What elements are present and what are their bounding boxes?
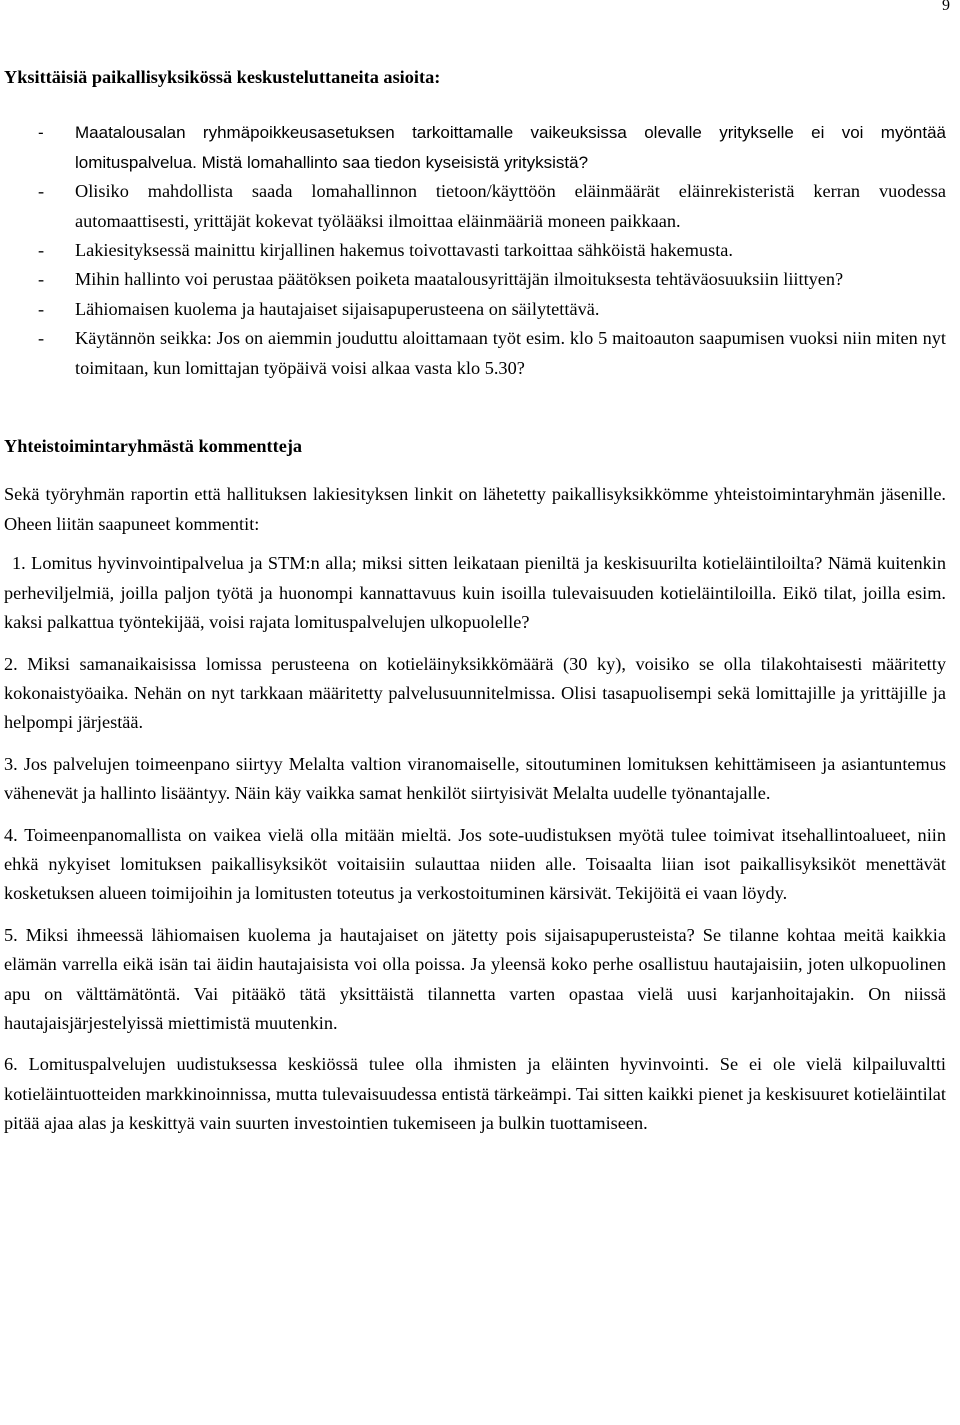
- intro-paragraph: Sekä työryhmän raportin että hallituksen lakiesityksen linkit on lähetetty paikallisyksikkömme yhteistoimintaryhmän jäsenille. Oheen liitän saapuneet kommentit:: [4, 484, 946, 534]
- section-heading-local-issues: Yksittäisiä paikallisyksikössä keskusteluttaneita asioita:: [4, 67, 441, 87]
- dash-bullet: -: [38, 123, 44, 143]
- section-heading-cooperation-comments: Yhteistoimintaryhmästä kommentteja: [4, 436, 303, 457]
- list-item-text: Mihin hallinto voi perustaa päätöksen poiketa maatalousyrittäjän ilmoituksesta tehtäväosuuksiin liittyen?: [75, 269, 844, 290]
- dash-bullet: -: [38, 269, 45, 290]
- comment-paragraph-2: 2. Miksi samanaikaisissa lomissa perusteena on kotieläinyksikkömäärä (30 ky), voisiko se olla tilakohtaisesti määritetty kokonaistyöaika. Nehän on nyt tarkkaan määritetty palvelusuunnitelmissa. Olisi tasapuolisempi sekä lomittajille ja yrittäjille ja helpompi järjestää.: [4, 653, 946, 733]
- list-item: [4, 177, 946, 236]
- comment-paragraph-3: 3. Jos palvelujen toimeenpano siirtyy Melalta valtion viranomaiselle, sitoutuminen lomituksen kehittämiseen ja asiantuntemus vähenevät ja hallinto lisääntyy. Näin käy vaikka samat henkilöt siirtyisivät Melalta uudelle työnantajalle.: [4, 753, 946, 804]
- dash-bullet: -: [38, 240, 45, 261]
- comment-paragraph-1: 1. Lomitus hyvinvointipalvelua ja STM:n alla; miksi sitten leikataan pieniltä ja keskisuurilta kotieläintiloilta? Nämä kuitenkin perheviljelmiä, joilla paljon työtä ja huonompi kannattavuus kuin isoilla tulevaisuuden kotieläintiloilla. Eikö tilat, joilla esim. kaksi palkattua työntekijää, voisi rajata lomituspalvelujen ulkopuolelle?: [4, 553, 946, 633]
- list-item: [4, 295, 946, 324]
- list-item: [4, 236, 946, 265]
- list-item-text: Olisiko mahdollista saada lomahallinnon tietoon/käyttöön eläinmäärät eläinrekisteristä kerran vuodessa automaattisesti, yrittäjät kokevat työlääksi ilmoittaa eläinmääriä moneen paikkaan.: [75, 181, 946, 231]
- page-number: 9: [942, 0, 950, 14]
- list-item: [4, 324, 946, 383]
- list-item-text: Maatalousalan ryhmäpoikkeusasetuksen tarkoittamalle vaikeuksissa olevalle yritykselle ei voi myöntää lomituspalvelua. Mistä lomahallinto saa tiedon kyseisistä yrityksistä?: [75, 123, 946, 172]
- list-item-text: Lähiomaisen kuolema ja hautajaiset sijaisapuperusteena on säilytettävä.: [75, 298, 600, 319]
- local-issues-list: [4, 118, 946, 383]
- dash-bullet: -: [38, 328, 45, 349]
- dash-bullet: -: [38, 298, 45, 319]
- comment-paragraph-4: 4. Toimeenpanomallista on vaikea vielä olla mitään mieltä. Jos sote-uudistuksen myötä tulee toimivat itsehallintoalueet, niin ehkä nykyiset lomituksen paikallisyksiköt voitaisiin sulauttaa niiden alle. Toisaalta liian isot paikallisyksiköt menettävät kosketuksen alueen toimijoihin ja lomitusten toteutus ja verkostoituminen kärsivät. Tekijöitä ei vaan löydy.: [4, 824, 946, 904]
- comment-paragraph-6: 6. Lomituspalvelujen uudistuksessa keskiössä tulee olla ihmisten ja eläinten hyvinvointi. Se ei ole vielä kilpailuvaltti kotieläintuotteiden markkinoinnissa, mutta tulevaisuudessa entistä tärkeämpi. Tai sitten kaikki pienet ja keskisuuret kotieläintilat pitää ajaa alas ja keskittyä vain suurten investointien tukemiseen ja bulkin tuottamiseen.: [4, 1054, 946, 1134]
- list-item-text: Lakiesityksessä mainittu kirjallinen hakemus toivottavasti tarkoittaa sähköistä hakemusta.: [75, 240, 733, 261]
- document-body: [4, 63, 946, 1139]
- list-item: [4, 118, 946, 177]
- list-item: [4, 265, 946, 294]
- comment-paragraph-5: 5. Miksi ihmeessä lähiomaisen kuolema ja hautajaiset on jätetty pois sijaisapuperusteista? Se tilanne kohtaa meitä kaikkia elämän varrella eikä isän tai äidin hautajaisista voi olla poissa. Ja yleensä koko perhe osallistuu hautajaisiin, joten ulkopuolinen apu on välttämätöntä. Vai pitääkö tätä yksittäistä tilannetta varten opastaa vielä uusi karjanhoitajakin. On niissä hautajaisjärjestelyissä miettimistä muutenkin.: [4, 924, 946, 1033]
- dash-bullet: -: [38, 181, 45, 202]
- list-item-text: Käytännön seikka: Jos on aiemmin jouduttu aloittamaan työt esim. klo 5 maitoauton saapumisen vuoksi niin miten nyt toimitaan, kun lomittajan työpäivä voisi alkaa vasta klo 5.30?: [75, 328, 946, 378]
